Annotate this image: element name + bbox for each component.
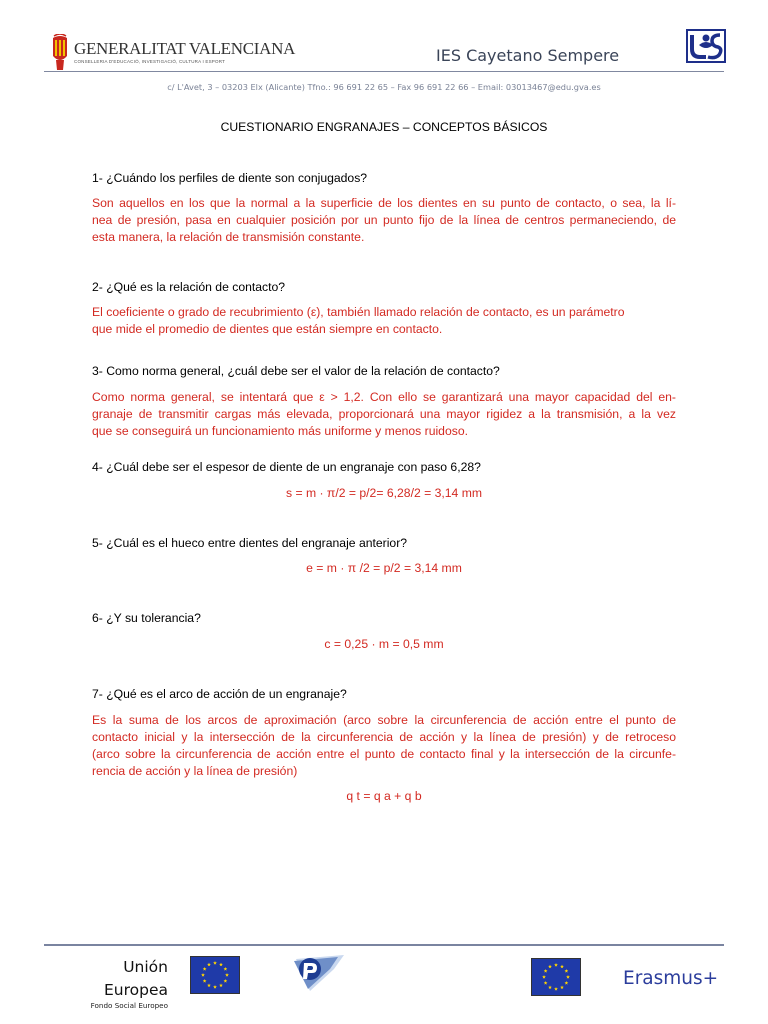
question-1: 1- ¿Cuándo los perfiles de diente son conjugados? — [92, 171, 368, 185]
valencian-shield-icon — [50, 34, 70, 72]
question-2: 2- ¿Qué es la relación de contacto? — [92, 280, 286, 294]
generalitat-logo — [50, 34, 296, 74]
header-divider — [44, 71, 724, 72]
formula-4: s = m · π/2 = p/2= 6,28/2 = 3,14 mm — [285, 486, 483, 500]
footer-divider — [44, 944, 724, 946]
school-name: IES Cayetano Sempere — [436, 46, 620, 65]
eu-flag-icon — [531, 958, 581, 996]
formula-5: e = m · π /2 = p/2 = 3,14 mm — [306, 561, 462, 575]
answer-7-line: contacto inicial y la intersección de la circunferencia de acción y la línea de presión) y de retroceso — [92, 730, 676, 744]
ue-line-2: Europea — [104, 981, 169, 999]
formula-7: q t = q a + q b — [346, 789, 422, 803]
answer-3-line: que se conseguirá un funcionamiento más uniforme y menos ruidoso. — [92, 424, 468, 438]
eu-flag-icon — [190, 956, 240, 994]
answer-1-line: nea de presión, pasa en cualquier posición por un punto fijo de la línea de centros permaneciendo, de — [92, 213, 676, 227]
school-address: c/ L'Avet, 3 – 03203 Elx (Alicante) Tfno.: 96 691 22 65 – Fax 96 691 22 66 – Email: 03013467@edu.gva.es — [167, 82, 601, 92]
answer-3-line: granaje de transmitir cargas más elevada, proporcionará una mayor rigidez a la transmisión, a la vez — [92, 407, 676, 421]
answer-3 — [92, 389, 676, 440]
formula-6: c = 0,25 · m = 0,5 mm — [324, 637, 444, 651]
question-5: 5- ¿Cuál es el hueco entre dientes del engranaje anterior? — [92, 536, 408, 550]
answer-1 — [92, 195, 676, 246]
answer-7-line: rencia de acción y la línea de presión) — [92, 764, 298, 778]
org-name: GENERALITAT VALENCIANA — [74, 39, 296, 58]
question-7: 7- ¿Qué es el arco de acción de un engranaje? — [92, 687, 347, 701]
fondo-social-label: Fondo Social Europeo — [90, 1001, 168, 1010]
union-europea-label — [104, 956, 168, 1002]
ue-line-1: Unión — [123, 958, 168, 976]
answer-7-line: (arco sobre la circunferencia de acción entre el punto de contacto final y la intersección de la circunfe- — [92, 747, 676, 761]
answer-1-line: esta manera, la relación de transmisión constante. — [92, 230, 365, 244]
answer-2-line: El coeficiente o grado de recubrimiento (ε), también llamado relación de contacto, es un parámetro — [92, 305, 625, 319]
partner-logo-icon — [290, 953, 348, 993]
document-title: CUESTIONARIO ENGRANAJES – CONCEPTOS BÁSICOS — [220, 120, 548, 134]
answer-7 — [92, 712, 676, 780]
question-6: 6- ¿Y su tolerancia? — [92, 611, 201, 625]
org-subtitle: CONSELLERIA D'EDUCACIÓ, INVESTIGACIÓ, CULTURA I ESPORT — [74, 59, 226, 64]
question-4: 4- ¿Cuál debe ser el espesor de diente de un engranaje con paso 6,28? — [92, 460, 481, 474]
answer-1-line: Son aquellos en los que la normal a la superficie de los dientes en su punto de contacto, o sea, la lí- — [92, 196, 676, 210]
answer-7-line: Es la suma de los arcos de aproximación (arco sobre la circunferencia de acción entre el punto de — [92, 713, 676, 727]
answer-2 — [92, 304, 676, 338]
answer-3-line: Como norma general, se intentará que ε > 1,2. Con ello se garantizará una mayor capacidad del en- — [92, 390, 676, 404]
question-3: 3- Como norma general, ¿cuál debe ser el valor de la relación de contacto? — [92, 364, 500, 378]
answer-2-line: que mide el promedio de dientes que están siempre en contacto. — [92, 322, 443, 336]
school-logo-icon — [686, 29, 726, 63]
erasmus-plus-label: Erasmus+ — [623, 968, 719, 989]
